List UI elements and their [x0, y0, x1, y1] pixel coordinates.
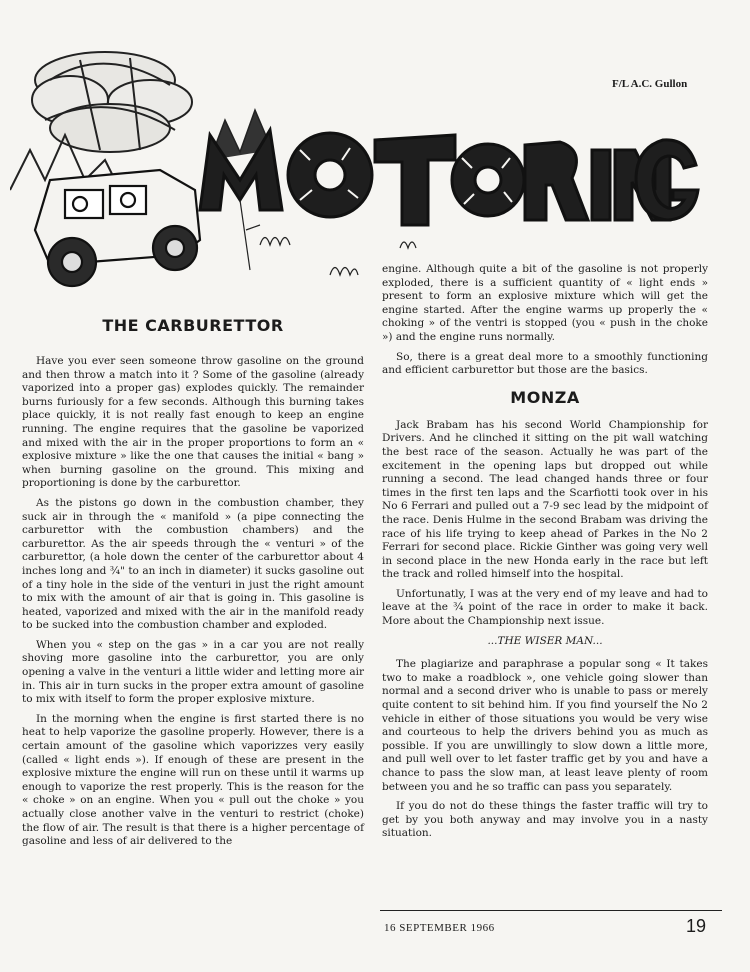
paragraph: So, there is a great deal more to a smoothly functioning and efficient carburettor but those are the basics. [382, 350, 708, 377]
paragraph: Unfortunatly, I was at the very end of my leave and had to leave at the ¾ point of the race in order to make it back. More about the Championship next issue. [382, 587, 708, 628]
paragraph: Have you ever seen someone throw gasoline on the ground and then throw a match into it ? Some of the gasoline (already vaporized into a proper gas) explodes quickly. The remainder burns furiously for a few seconds. Although this burning takes place quickly, it is not really fast enough to keep an engine running. The engine requires that the gasoline be vaporized and mixed with the air in the proper proportions to form an « explosive mixture » like the one that causes the initial « bang » when burning gasoline on the ground. This mixing and proportioning is done by the carburettor. [22, 355, 364, 490]
page-number: 19 [686, 916, 707, 936]
footer-rule [380, 910, 722, 911]
paragraph: As the pistons go down in the combustion chamber, they suck air in through the « manifold » (a pipe connecting the carburettor with the combustion chambers) and the carburettor. As the air speeds through the « venturi » of the carburettor, (a hole down the center of the carburettor about 4 inches long and ¾" to an inch in diameter) it sucks gasoline out of a tiny hole in the side of the venturi in just the right amount to mix with the amount of air that is going in. This gasoline is heated, vaporized and mixed with the air in the manifold ready to be sucked into the combustion chamber and exploded. [22, 496, 364, 632]
right-column [382, 263, 708, 847]
footer-date: 16 SEPTEMBER 1966 [384, 922, 495, 934]
left-column [22, 355, 364, 855]
paragraph: The plagiarize and paraphrase a popular song « It takes two to make a roadblock », one vehicle going slower than normal and a second driver who is unable to pass or merely quite content to sit behind him. If you find yourself the No 2 vehicle in either of those situations you would be very wise and courteous to help the drivers behind you as much as possible. If you are unwillingly to slow down a little more, and pull well over to let faster traffic get by you and have a chance to pass the slow man, at least leave plenty of room between you and he so traffic can pass you separately. [382, 658, 708, 793]
heading-monza: MONZA [510, 387, 580, 407]
paragraph: When you « step on the gas » in a car you are not really shoving more gasoline into the carburettor, you are only opening a valve in the venturi a little wider and letting more air in. This air in turn sucks in the proper extra amount of gasoline to mix with itself to form the proper explosive mixture. [22, 638, 364, 706]
byline: F/L A.C. Gullon [612, 78, 688, 90]
paragraph: In the morning when the engine is first started there is no heat to help vaporize the gasoline properly. However, there is a certain amount of the gasoline which vaporizzes very easily (called « light ends »). If enough of these are present in the explosive mixture the engine will run on these until it warms up enough to vaporize the rest properly. This is the reason for the « choke » on an engine. When you « pull out the choke » you actually close another valve in the venturi to restrict (choke) the flow of air. The result is that there is a higher percentage of gasoline and less of air delivered to the [22, 712, 364, 848]
heading-carburettor: THE CARBURETTOR [102, 316, 284, 335]
masthead-illustration [10, 40, 700, 300]
paragraph: Jack Brabam has his second World Championship for Drivers. And he clinched it sitting on the pit wall watching the best race of the season. Actually he was part of the excitement in the opening laps but dropped out while running a second. The lead changed hands three or four times in the first ten laps and the Scarfiotti took over in his No 6 Ferrari and pulled out a 7-9 sec lead by the midpoint of the race. Denis Hulme in the second Brabam was driving the race of his life trying to keep ahead of Parkes in the No 2 Ferrari for second place. Rickie Ginther was going very well in second place in the new Honda early in the race but left the track and rolled himself into the hospital. [382, 418, 708, 581]
paragraph: If you do not do these things the faster traffic will try to get by you both anyway and may involve you in a nasty situation. [382, 800, 708, 840]
paragraph: engine. Although quite a bit of the gasoline is not properly exploded, there is a sufficient quantity of « light ends » present to form an explosive mixture which will get the engine started. After the engine warms up properly the « choking » of the ventri is stopped (you « push in the choke ») and the engine runs normally. [382, 263, 708, 343]
heading-wiser-man: ...THE WISER MAN... [487, 634, 603, 647]
